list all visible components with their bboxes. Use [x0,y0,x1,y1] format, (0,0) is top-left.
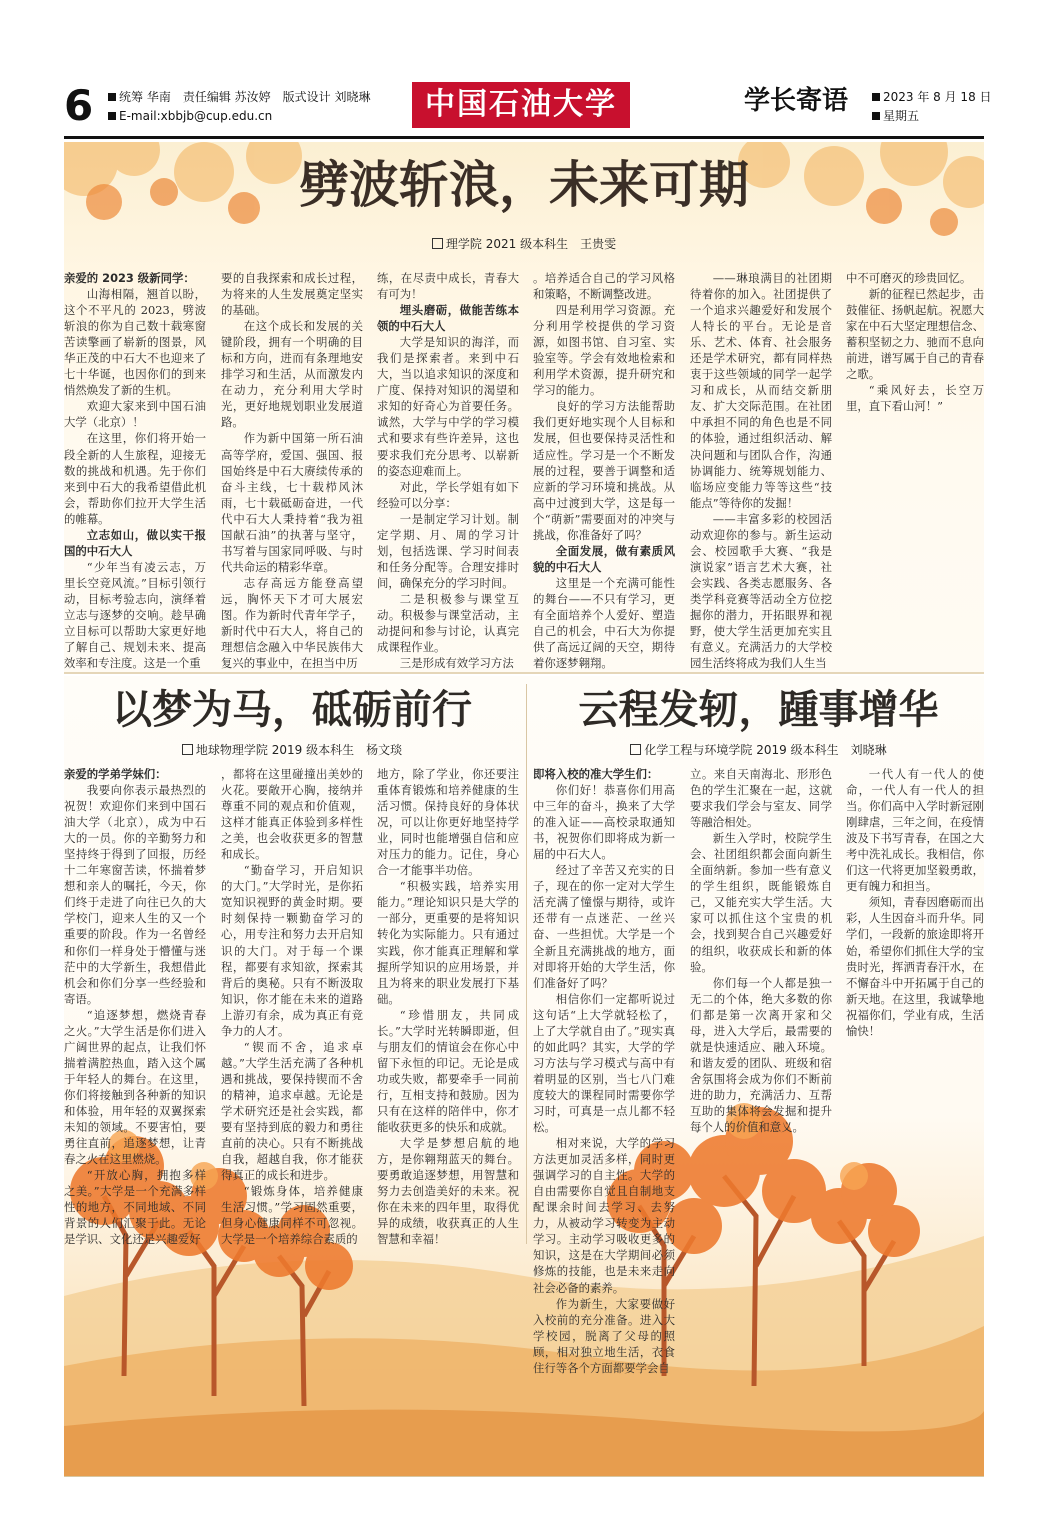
author-box-icon [182,744,193,755]
article-paragraph: 须知，青春因磨砺而出彩，人生因奋斗而升华。同学们，一段新的旅途即将开始，希望你们抓住大学的宝贵时光，挥洒青春汗水，在不懈奋斗中开拓属于自己的新天地。在这里，我诚挚地祝福你们，学业有成，生活愉快！ [846,895,984,1038]
article-paragraph: 你们每一个人都是独一无二的个体，绝大多数的你们都是第一次离开家和父母，进入大学后，最需要的就是快速适应、融入环境。和谐友爱的团队、班级和宿舍氛围将会成为你们不断前进的助力，充满活力、互帮互助的集体将会发掘和提升每个人的价值和意义。 [690,975,832,1135]
square-bullet-icon [872,93,880,101]
article2-column [221,766,363,1246]
article-paragraph: 你们好！恭喜你们用高中三年的奋斗，换来了大学的准入证——高校录取通知书，祝贺你们即将成为新一届的中石大人。 [533,783,675,862]
article-paragraph: 在这个成长和发展的关键阶段，拥有一个明确的目标和方向，进而有条理地安排学习和生活，从而激发内在动力，充分利用大学时光，更好地规划职业发展道路。 [221,319,363,430]
article-paragraph: 一代人有一代人的使命，一代人有一代人的担当。你们高中入学时新冠刚刚肆虐，三年之间，在疫情波及下书写青春，在国之大考中洗礼成长。我相信，你们这一代将更加坚毅勇敢，更有魄力和担当。 [846,767,984,894]
square-bullet-icon [108,93,116,101]
article-paragraph: 良好的学习方法能帮助我们更好地实现个人目标和发展，但也要保持灵活性和适应性。学习是一个不断发展的过程，要善于调整和适应新的学习环境和挑战。从高中过渡到大学，这是每一个“萌新”需要面对的冲突与挑战，你准备好了吗？ [533,399,675,542]
article3-title: 云程发轫，踵事增华 [578,687,939,733]
article-paragraph: 地方，除了学业，你还要注重体育锻炼和培养健康的生活习惯。保持良好的身体状况，可以让你更好地坚持学业，同时也能增强自信和应对压力的能力。记住，身心合一才能事半功倍。 [377,767,519,878]
article-paragraph: 这里是一个充满可能性的舞台——不只有学习，更有全面培养个人爱好、塑造自己的机会，中石大为你提供了高远辽阔的天空，期待着你逐梦翱翔。 [533,575,675,670]
article-paragraph: “追逐梦想，燃烧青春之火。”大学生活是你们进入广阔世界的起点，让我们怀揣着满腔热血，踏入这个属于年轻人的舞台。在这里，你们将接触到各种新的知识和体验，用年轻的双翼探索未知的领域。不要害怕，要勇往直前，追逐梦想，让青春之火在这里燃烧。 [64,1007,206,1167]
article1-byline [64,236,984,252]
article-paragraph: 一是制定学习计划。制定学期、月、周的学习计划，包括选课、学习时间表和任务分配等。合理安排时间，确保充分的学习时间。 [377,511,519,590]
article-paragraph: “珍惜朋友，共同成长。”大学时光转瞬即逝，但与朋友们的情谊会在你心中留下永恒的印记。无论是成功或失败，都要牵手一同前行，互相支持和鼓励。因为只有在这样的陪伴中，你才能收获更多的快乐和成就。 [377,1007,519,1135]
article-salutation: 亲爱的 2023 级新同学： [64,271,195,285]
article3-column [846,766,984,1146]
article-paragraph: ——丰富多彩的校园活动欢迎你的参与。新生运动会、校园歌手大赛、“我是演说家”语言艺术大赛，社会实践、各类志愿服务、各类学科竞赛等活动全方位挖掘你的潜力，开拓眼界和视野，使大学生活更加充实且有意义。充满活力的大学校园生活终将成为我们人生当 [690,511,832,670]
article-subheading: 埋头磨砺，做能苦练本领的中石大人 [377,303,519,334]
article-paragraph: 二是积极参与课堂互动。积极参与课堂活动，主动提问和参与讨论，认真完成课程作业。 [377,591,519,655]
square-bullet-icon [872,112,880,120]
page-number: 6 [64,81,94,130]
article2-author: 地球物理学院 2019 级本科生 杨文琰 [195,743,403,757]
square-bullet-icon [108,112,116,120]
article-paragraph: 作为新生，大家要做好入校前的充分准备。进入大学校园，脱离了父母的照顾，相对独立地生活，衣食住行等各个方面都要学会自 [533,1296,675,1375]
article3-column [690,766,832,1146]
article1-column [846,270,984,670]
article-paragraph: 相信你们一定都听说过这句话“上大学就轻松了，上了大学就自由了。”现实真的如此吗？其实，大学的学习方法与学习模式与高中有着明显的区别，当七八门难度较大的课程同时需要你学习时，可真是一点儿都不轻松。 [533,991,675,1135]
article3-author: 化学工程与环境学院 2019 级本科生 刘晓琳 [644,743,887,757]
article1-title: 劈波斩浪，未来可期 [299,156,749,214]
article-paragraph: ，都将在这里碰撞出美妙的火花。要敞开心胸，接纳并尊重不同的观点和价值观，这样才能真正体验到多样性之美，也会收获更多的智慧和成长。 [221,767,363,862]
editor-info [108,88,370,126]
editor-line: 统筹 华南 责任编辑 苏汝婷 版式设计 刘晓琳 [119,90,371,104]
article-paragraph: 相对来说，大学的学习方法更加灵活多样，同时更强调学习的自主性。大学的自由需要你自觉且自制地支配课余时间去学习、去努力，从被动学习转变为主动学习。主动学习吸收更多的知识，这是在大学期间必须修炼的技能，也是未来走向社会必备的素养。 [533,1136,675,1295]
article-paragraph: 立。来自天南海北、形形色色的学生汇聚在一起，这就要求我们学会与室友、同学等融洽相处。 [690,767,832,830]
article2-column [377,766,519,1376]
article-subheading: 立志如山，做以实干报国的中石大人 [64,527,206,558]
issue-date [872,88,992,126]
article-paragraph: 大学是梦想启航的地方，是你翱翔蓝天的舞台。要勇敢追逐梦想，用智慧和努力去创造美好的未来。祝你在未来的四年里，取得优异的成绩，收获真正的人生智慧和幸福！ [377,1136,519,1247]
article2-title: 以梦为马，砥砺前行 [112,687,472,733]
article-paragraph: 经过了辛苦又充实的日子，现在的你一定对大学生活充满了憧憬与期待，或许还带有一点迷茫、一丝兴奋、一些担忧。大学是一个全新且充满挑战的地方，面对即将开始的大学生活，你们准备好了吗？ [533,863,675,990]
article-paragraph: “锲而不舍，追求卓越。”大学生活充满了各种机遇和挑战，要保持锲而不舍的精神，追求卓越。无论是学术研究还是社会实践，都要有坚持到底的毅力和勇往直前的决心。只有不断挑战自我，超越自我，你才能获得真正的成长和进步。 [221,1039,363,1183]
article1-column [533,270,675,670]
article-paragraph: 山海相隔，翘首以盼，这个不平凡的 2023，劈波斩浪的你为自己数十载寒窗苦读擎画了崭新的图景，风华正茂的中石大不也迎来了七十华诞，也因你们的到来悄然焕发了新的生机。 [64,287,206,398]
article-paragraph: 新的征程已然起步，击鼓催征、扬帆起航。祝愿大家在中石大坚定理想信念、蓄积坚韧之力、驰而不息向前进，谱写属于自己的青春之歌。 [846,287,984,382]
email-line[interactable]: E-mail:xbbjb@cup.edu.cn [119,109,273,123]
article2-byline [64,742,520,758]
article-paragraph: “开放心胸，拥抱多样之美。”大学是一个充满多样性的地方，不同地域、不同背景的人们汇聚于此。无论是学识、文化还是兴趣爱好 [64,1168,206,1246]
weekday-text: 星期五 [883,109,920,123]
article-paragraph: 中不可磨灭的珍贵回忆。 [846,271,972,285]
article-subheading: 全面发展，做有素质风貌的中石大人 [533,543,675,574]
author-box-icon [432,238,443,249]
article-paragraph: 三是形成有效学习方法 [399,656,514,670]
article-paragraph: ——琳琅满目的社团期待着你的加入。社团提供了一个追求兴趣爱好和发展个人特长的平台。无论是音乐、艺术、体育、社会服务还是学术研究，都有同样热衷于这些领域的同学一起学习和成长，从而结交新朋友、扩大交际范围。在社团中承担不同的角色也是不同的体验，通过组织活动、解决问题和与团队合作，沟通协调能力、统筹规划能力、临场应变能力等等这些“技能点”等待你的发掘！ [690,271,832,510]
article-paragraph: 大学是知识的海洋，而我们是探索者。来到中石大，当以追求知识的深度和广度、保持对知识的渴望和求知的好奇心为首要任务。诚然，大学与中学的学习模式和要求有些许差异，这也要求我们充分思考、以崭新的姿态迎难而上。 [377,335,519,478]
article-paragraph: 在这里，你们将开始一段全新的人生旅程，迎接无数的挑战和机遇。先于你们来到中石大的我希望借此机会，帮助你们拉开大学生活的帷幕。 [64,431,206,526]
article-salutation: 亲爱的学弟学妹们： [64,767,167,781]
article-paragraph: “少年当有凌云志，万里长空竞风流。”目标引领行动，目标考验志向，演绎着立志与逐梦的交响。趁早确立目标可以帮助大家更好地了解自己、规划未来、提高效率和专注度。这是一个重 [64,559,206,670]
article3-column [533,766,675,1376]
article-paragraph: 欢迎大家来到中国石油大学（北京）！ [64,399,206,430]
column-divider [526,684,527,1244]
section-separator [64,672,984,674]
article-paragraph: 。培养适合自己的学习风格和策略，不断调整改进。 [533,271,675,302]
article-paragraph: “勤奋学习，开启知识的大门。”大学时光，是你拓宽知识视野的黄金时期。要时刻保持一颗勤奋学习的心，用专注和努力去开启知识的大门。对于每一个课程，都要有求知欲，探索其背后的奥秘。只有不断汲取知识，你才能在未来的道路上游刃有余，成为真正有竞争力的人才。 [221,863,363,1038]
article1-column [221,270,363,670]
article1-column [690,270,832,670]
article-paragraph: “乘风好去，长空万里，直下看山河！” [846,383,984,414]
author-box-icon [630,744,641,755]
article-salutation: 即将入校的准大学生们： [533,767,659,781]
article-paragraph: 四是利用学习资源。充分利用学校提供的学习资源，如图书馆、自习室、实验室等。学会有效地检索和利用学术资源，提升研究和学习的能力。 [533,303,675,398]
section-title: 学长寄语 [744,86,849,116]
article-paragraph: “积极实践，培养实用能力。”理论知识只是大学的一部分，更重要的是将知识转化为实际能力。只有通过实践，你才能真正理解和掌握所学知识的应用场景，并且为将来的职业发展打下基础。 [377,879,519,1006]
article-paragraph: 对此，学长学姐有如下经验可以分享： [377,479,519,510]
article-paragraph: 志存高远方能登高望远，胸怀天下才可大展宏图。作为新时代青年学子，新时代中石大人，将自己的理想信念融入中华民族伟大复兴的事业中，在担当中历 [221,575,363,670]
footer-rule [64,1476,984,1477]
header-rule [64,136,984,139]
article-paragraph: 要的自我探索和成长过程，为将来的人生发展奠定坚实的基础。 [221,271,363,318]
article-paragraph: 新生入学时，校院学生会、社团组织都会面向新生全面纳新。参加一些有意义的学生组织，既能锻炼自己，又能充实大学生活。大家可以抓住这个宝贵的机会，找到契合自己兴趣爱好的组织，收获成长和新的体验。 [690,831,832,974]
article-paragraph: “锻炼身体，培养健康生活习惯。”学习固然重要，但身心健康同样不可忽视。大学是一个培养综合素质的 [221,1184,363,1246]
article3-byline [533,742,984,758]
article1-author: 理学院 2021 级本科生 王贵雯 [445,237,617,251]
masthead-logo: 中国石油大学 [412,82,630,128]
article1-column [377,270,519,670]
article1-column [64,270,206,670]
article-paragraph: 我要向你表示最热烈的祝贺！欢迎你们来到中国石油大学（北京），成为中石大的一员。你的辛勤努力和坚持终于得到了回报，历经十二年寒窗苦读，怀揣着梦想和亲人的嘱托，今天，你们终于走进了向往已久的大学校门，迎来人生的又一个重要的阶段。作为一名曾经和你们一样身处于懵懂与迷茫中的大学新生，我想借此机会和你们分享一些经验和寄语。 [64,783,206,1006]
article-paragraph: 作为新中国第一所石油高等学府，爱国、强国、报国始终是中石大赓续传承的奋斗主线，七十载栉风沐雨，七十载砥砺奋进，一代代中石大人秉持着“我为祖国献石油”的执著与坚守，书写着与国家同呼吸、与时代共命运的精彩华章。 [221,431,363,574]
page-header [64,81,992,134]
article-paragraph: 练，在尽责中成长，青春大有可为！ [377,271,519,302]
date-text: 2023 年 8 月 18 日 [883,90,992,104]
article2-column [64,766,206,1246]
